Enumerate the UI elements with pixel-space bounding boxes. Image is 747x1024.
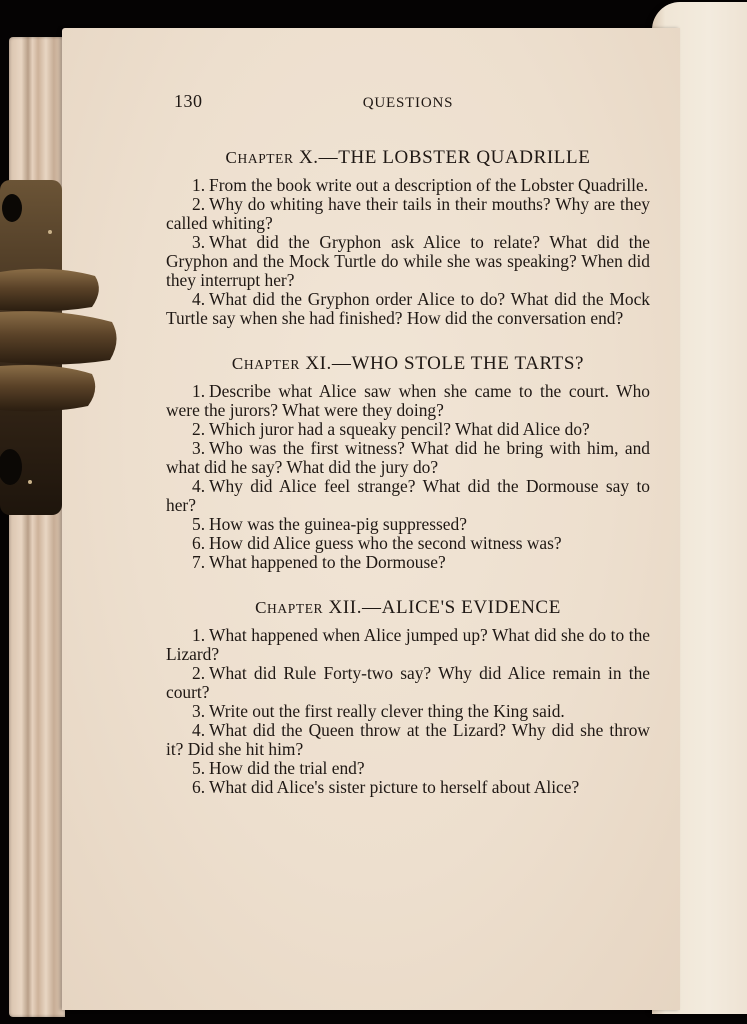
question-number: 1. xyxy=(192,175,206,195)
question-text: What did the Gryphon order Alice to do? What did the Mock Turtle say when she had finished? How did the conversation end? xyxy=(166,289,650,328)
question-number: 3. xyxy=(192,232,206,252)
question-number: 4. xyxy=(192,289,206,309)
question-number: 7. xyxy=(192,552,206,572)
question-number: 1. xyxy=(192,381,206,401)
clasp-hole-top xyxy=(2,194,22,222)
question-text: What did Alice's sister picture to herself about Alice? xyxy=(209,777,580,797)
question-item xyxy=(166,759,650,778)
clasp-ridge-2 xyxy=(0,311,117,364)
question-number: 1. xyxy=(192,625,206,645)
question-text: Write out the first really clever thing the King said. xyxy=(209,701,565,721)
chapter-label-rest: HAPTER xyxy=(267,601,324,616)
question-item xyxy=(166,553,650,572)
question-number: 5. xyxy=(192,758,206,778)
question-text: What did the Gryphon ask Alice to relate? What did the Gryphon and the Mock Turtle do while she was speaking? When did they interrupt her? xyxy=(166,232,650,290)
chapter-label-rest: HAPTER xyxy=(237,151,294,166)
question-item xyxy=(166,534,650,553)
question-item xyxy=(166,477,650,515)
page-number: 130 xyxy=(174,91,203,111)
question-number: 4. xyxy=(192,476,206,496)
question-item xyxy=(166,721,650,759)
question-item xyxy=(166,515,650,534)
clasp-ridge-3 xyxy=(0,365,95,411)
question-number: 3. xyxy=(192,438,206,458)
chapter-label-rest: HAPTER xyxy=(243,357,300,372)
question-item xyxy=(166,664,650,702)
question-number: 2. xyxy=(192,194,206,214)
question-item xyxy=(166,439,650,477)
running-head xyxy=(166,88,650,122)
question-text: How did the trial end? xyxy=(209,758,365,778)
chapter-section xyxy=(166,598,650,797)
question-text: How was the guinea-pig suppressed? xyxy=(209,514,467,534)
question-item xyxy=(166,176,650,195)
question-text: What happened to the Dormouse? xyxy=(209,552,446,572)
chapter-label-initial: C xyxy=(225,148,238,167)
chapter-title: X.—THE LOBSTER QUADRILLE xyxy=(298,147,591,168)
clasp-ridge-1 xyxy=(0,269,99,312)
question-text: What did the Queen throw at the Lizard? Why did she throw it? Did she hit him? xyxy=(166,720,650,759)
question-number: 6. xyxy=(192,777,206,797)
question-item xyxy=(166,626,650,664)
brass-clasp xyxy=(0,172,118,517)
running-title: QUESTIONS xyxy=(362,95,454,111)
question-number: 6. xyxy=(192,533,206,553)
chapter-title: XII.—ALICE'S EVIDENCE xyxy=(328,597,561,618)
chapter-heading xyxy=(166,148,650,168)
question-text: Which juror had a squeaky pencil? What did Alice do? xyxy=(209,419,590,439)
question-item xyxy=(166,195,650,233)
question-item xyxy=(166,382,650,420)
chapter-title: XI.—WHO STOLE THE TARTS? xyxy=(305,353,585,374)
question-text: What did Rule Forty-two say? Why did Alice remain in the court? xyxy=(166,663,650,702)
question-text: Describe what Alice saw when she came to the court. Who were the jurors? What were they doing? xyxy=(166,381,650,420)
chapter-heading xyxy=(166,598,650,618)
question-number: 2. xyxy=(192,419,206,439)
question-item xyxy=(166,290,650,328)
chapter-label-initial: C xyxy=(255,598,268,617)
chapter-heading xyxy=(166,354,650,374)
chapters xyxy=(166,148,650,797)
question-number: 2. xyxy=(192,663,206,683)
chapter-label-initial: C xyxy=(231,354,244,373)
question-number: 3. xyxy=(192,701,206,721)
question-text: From the book write out a description of the Lobster Quadrille. xyxy=(209,175,649,195)
question-text: Why do whiting have their tails in their mouths? Why are they called whiting? xyxy=(166,194,650,233)
question-item xyxy=(166,702,650,721)
question-item xyxy=(166,233,650,290)
question-text: Who was the first witness? What did he bring with him, and what did he say? What did the jury do? xyxy=(166,438,650,477)
chapter-section xyxy=(166,148,650,328)
question-item xyxy=(166,420,650,439)
question-text: Why did Alice feel strange? What did the Dormouse say to her? xyxy=(166,476,650,515)
question-text: What happened when Alice jumped up? What did she do to the Lizard? xyxy=(166,625,650,664)
chapter-section xyxy=(166,354,650,572)
question-item xyxy=(166,778,650,797)
question-number: 5. xyxy=(192,514,206,534)
question-number: 4. xyxy=(192,720,206,740)
question-text: How did Alice guess who the second witness was? xyxy=(209,533,562,553)
page-text xyxy=(166,88,650,797)
